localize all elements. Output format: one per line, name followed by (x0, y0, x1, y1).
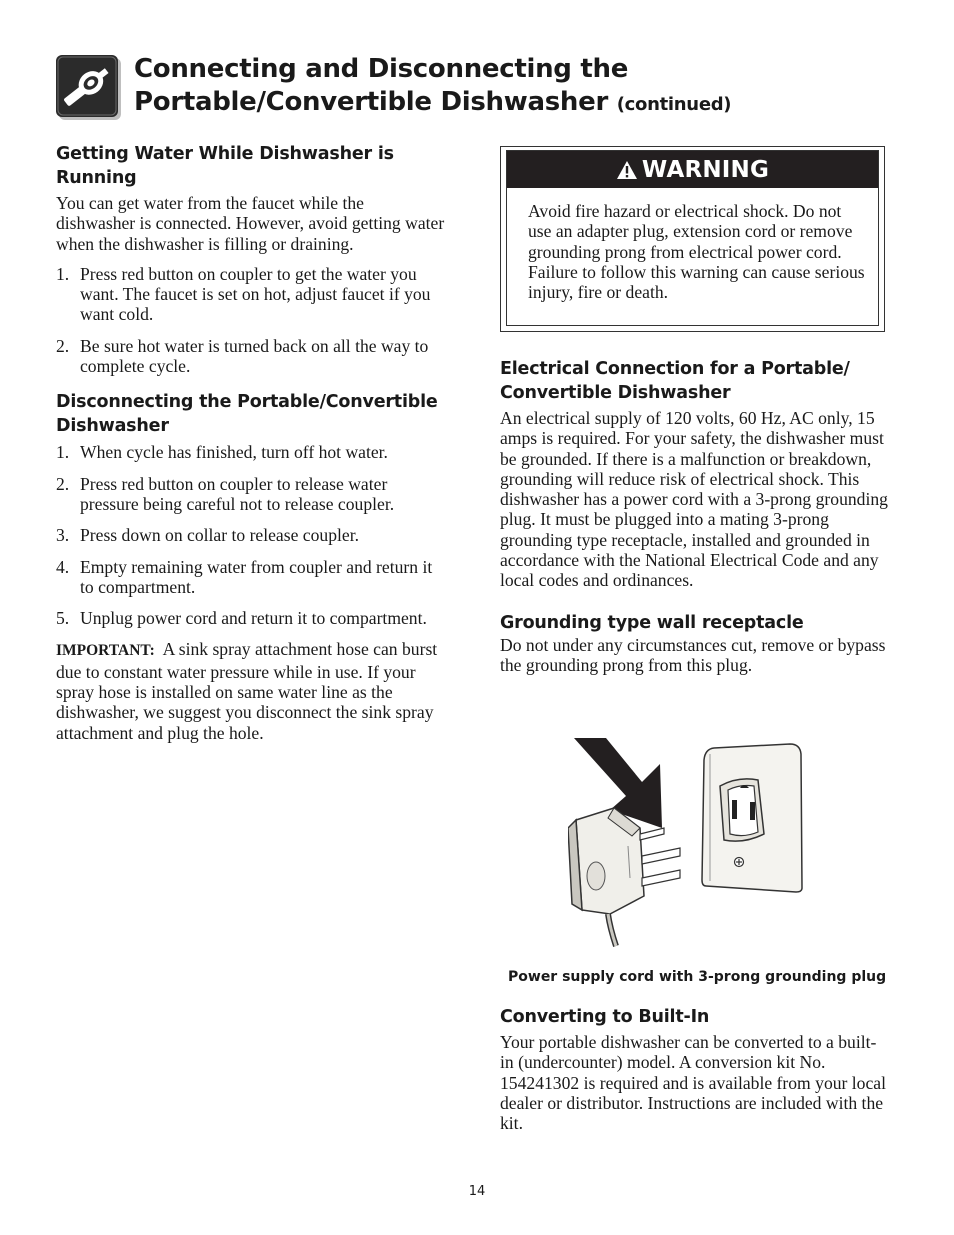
list-item: 1. When cycle has finished, turn off hot water. (56, 442, 388, 463)
warning-text: Avoid fire hazard or electrical shock. Do not use an adapter plug, extension cord or remove grounding prong from electrical power cord. Failure to follow this warning can cause serious injury, fire or death. (528, 201, 865, 303)
disconnecting-steps (56, 442, 446, 628)
title-suffix: (continued) (616, 94, 732, 115)
list-item: 2. Be sure hot water is turned back on all the way to complete cycle. (56, 335, 429, 377)
converting-section (500, 1005, 890, 1133)
page-title (134, 53, 731, 121)
section-heading-disconnecting: Disconnecting the Portable/Convertible Dishwasher (56, 392, 438, 437)
title-line-2: Portable/Convertible Dishwasher (134, 87, 608, 117)
title-line-1: Connecting and Disconnecting the (134, 54, 629, 84)
section-heading-getting-water: Getting Water While Dishwasher is Running (56, 144, 394, 188)
converting-text: Your portable dishwasher can be converted to a built-in (undercounter) model. A conversion kit No. 154241302 is required and is available from your local dealer or distributor. Instructions are included with the kit. (500, 1032, 886, 1134)
getting-water-intro: You can get water from the faucet while the dishwasher is connected. However, avoid getting water when the dishwasher is filling or draining. (56, 193, 445, 254)
section-heading-converting: Converting to Built-In (500, 1007, 710, 1027)
section-heading-electrical: Electrical Connection for a Portable/ Convertible Dishwasher (500, 359, 850, 403)
electrical-text: An electrical supply of 120 volts, 60 Hz, AC only, 15 amps is required. For your safety, the dishwasher must be grounded. If there is a malfunction or breakdown, grounding will reduce risk of electrical shock. This dishwasher has a power cord with a 3-prong grounding plug. It must be plugged into a mating 3-prong grounding type receptacle, installed and grounded in accordance with the National Electrical Code and any local codes and ordinances. (500, 408, 888, 591)
figure-caption: Power supply cord with 3-prong grounding plug (508, 969, 887, 985)
important-note: IMPORTANT: A sink spray attachment hose can burst due to constant water pressure while in use. If your spray hose is installed on same water line as the dishwasher, we suggest you disconnect the sink spray attachment and plug the hole. (56, 639, 438, 743)
page-number: 14 (468, 1184, 486, 1199)
warning-box (500, 146, 885, 332)
list-item: 3. Press down on collar to release coupler. (56, 525, 359, 546)
list-item: 4. Empty remaining water from coupler and return it to compartment. (56, 556, 433, 597)
getting-water-steps (56, 264, 446, 376)
warning-triangle-icon (616, 160, 638, 180)
right-column (500, 357, 890, 675)
left-column (56, 142, 446, 743)
connector-plug-icon (56, 55, 122, 121)
list-item: 5. Unplug power cord and return it to compartment. (56, 608, 427, 629)
warning-label: WARNING (641, 156, 770, 183)
warning-banner (507, 151, 878, 188)
list-item: 1. Press red button on coupler to get the water you want. The faucet is set on hot, adjust faucet if you want cold. (56, 263, 431, 325)
important-label: IMPORTANT: (56, 642, 155, 660)
section-heading-grounding: Grounding type wall receptacle (500, 612, 804, 633)
grounding-text: Do not under any circumstances cut, remove or bypass the grounding prong from this plug. (500, 634, 886, 675)
list-item: 2. Press red button on coupler to release water pressure being careful not to release coupler. (56, 473, 395, 514)
grounding-plug-illustration (568, 738, 808, 950)
